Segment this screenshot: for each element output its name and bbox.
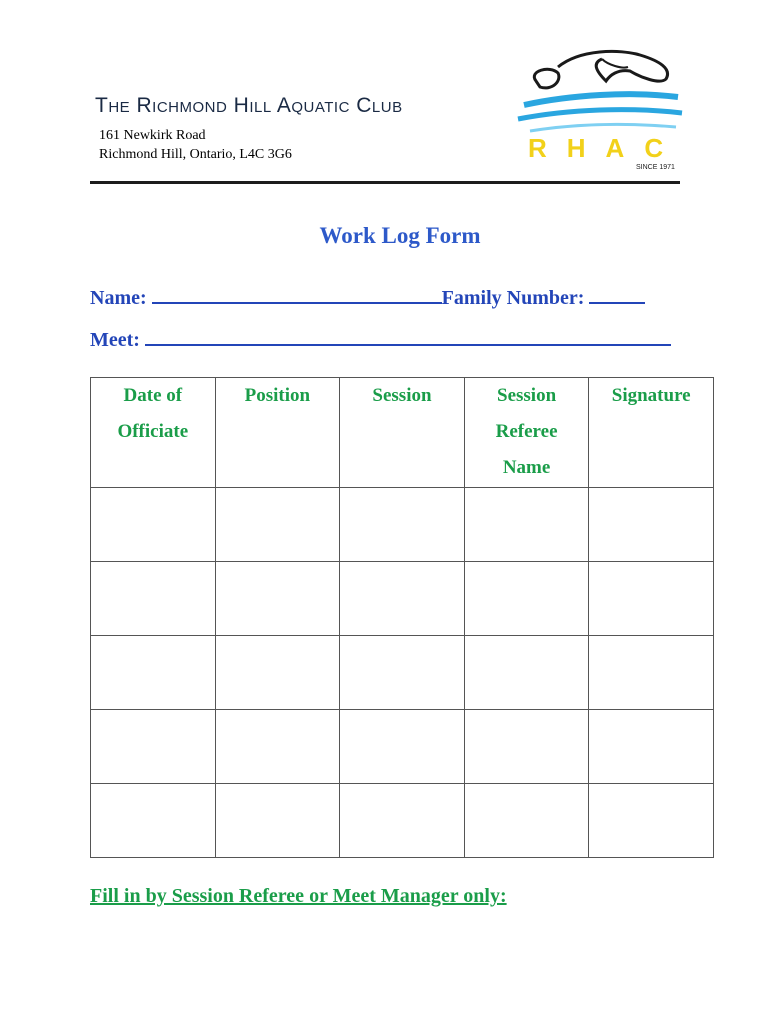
cell-signature[interactable] (589, 710, 714, 784)
swimmer-arm (602, 59, 628, 68)
header-position-line-1: Position (244, 385, 311, 406)
cell-signature[interactable] (589, 636, 714, 710)
footer-note: Fill in by Session Referee or Meet Manager only: (90, 885, 507, 907)
cell-signature[interactable] (589, 562, 714, 636)
cell-date[interactable] (91, 488, 216, 562)
family-number-field[interactable] (589, 284, 645, 304)
cell-date[interactable] (91, 784, 216, 858)
header-referee-line-2: Referee (495, 421, 558, 442)
cell-referee-name[interactable] (464, 488, 589, 562)
table-row (91, 784, 714, 858)
club-name: The Richmond Hill Aquatic Club (95, 94, 403, 117)
address-line-2: Richmond Hill, Ontario, L4C 3G6 (99, 147, 292, 162)
cell-session[interactable] (340, 636, 465, 710)
header-signature (589, 378, 714, 488)
cell-referee-name[interactable] (464, 562, 589, 636)
header-position (215, 378, 340, 488)
header-date-of-officiate (91, 378, 216, 488)
cell-position[interactable] (215, 784, 340, 858)
meet-field[interactable] (145, 326, 671, 346)
cell-date[interactable] (91, 636, 216, 710)
wave-3 (530, 124, 676, 131)
cell-date[interactable] (91, 710, 216, 784)
swimmer-head (534, 69, 559, 88)
header-date-line-2: Officiate (117, 421, 189, 442)
address-line-1: 161 Newkirk Road (99, 128, 206, 143)
header-signature-line-1: Signature (611, 385, 691, 406)
rhac-logo (510, 45, 690, 175)
cell-session[interactable] (340, 784, 465, 858)
table-header-row (91, 378, 714, 488)
name-field[interactable] (152, 284, 442, 304)
cell-position[interactable] (215, 562, 340, 636)
cell-signature[interactable] (589, 488, 714, 562)
cell-referee-name[interactable] (464, 784, 589, 858)
cell-signature[interactable] (589, 784, 714, 858)
wave-2 (518, 110, 682, 119)
wave-1 (524, 94, 678, 105)
header-date-line-1: Date of (123, 385, 183, 406)
cell-session[interactable] (340, 710, 465, 784)
header-session-line-1: Session (372, 385, 432, 406)
cell-referee-name[interactable] (464, 710, 589, 784)
work-log-table (90, 377, 714, 858)
table-row (91, 488, 714, 562)
name-label: Name: (90, 287, 147, 309)
meet-line (90, 326, 671, 352)
header-referee-line-3: Name (502, 457, 551, 478)
header-referee-line-1: Session (497, 385, 557, 406)
table-row (91, 636, 714, 710)
logo-letters: RHAC (528, 133, 684, 163)
cell-position[interactable] (215, 488, 340, 562)
cell-session[interactable] (340, 562, 465, 636)
logo-tagline: SINCE 1971 (636, 164, 675, 171)
cell-position[interactable] (215, 636, 340, 710)
cell-position[interactable] (215, 710, 340, 784)
header-rule (90, 181, 680, 184)
table-row (91, 562, 714, 636)
name-line (90, 284, 645, 310)
meet-label: Meet: (90, 329, 140, 351)
header-session (340, 378, 465, 488)
family-number-label: Family Number: (441, 287, 585, 309)
form-title: Work Log Form (319, 223, 481, 248)
cell-referee-name[interactable] (464, 636, 589, 710)
cell-date[interactable] (91, 562, 216, 636)
table-row (91, 710, 714, 784)
header-session-referee-name (464, 378, 589, 488)
cell-session[interactable] (340, 488, 465, 562)
